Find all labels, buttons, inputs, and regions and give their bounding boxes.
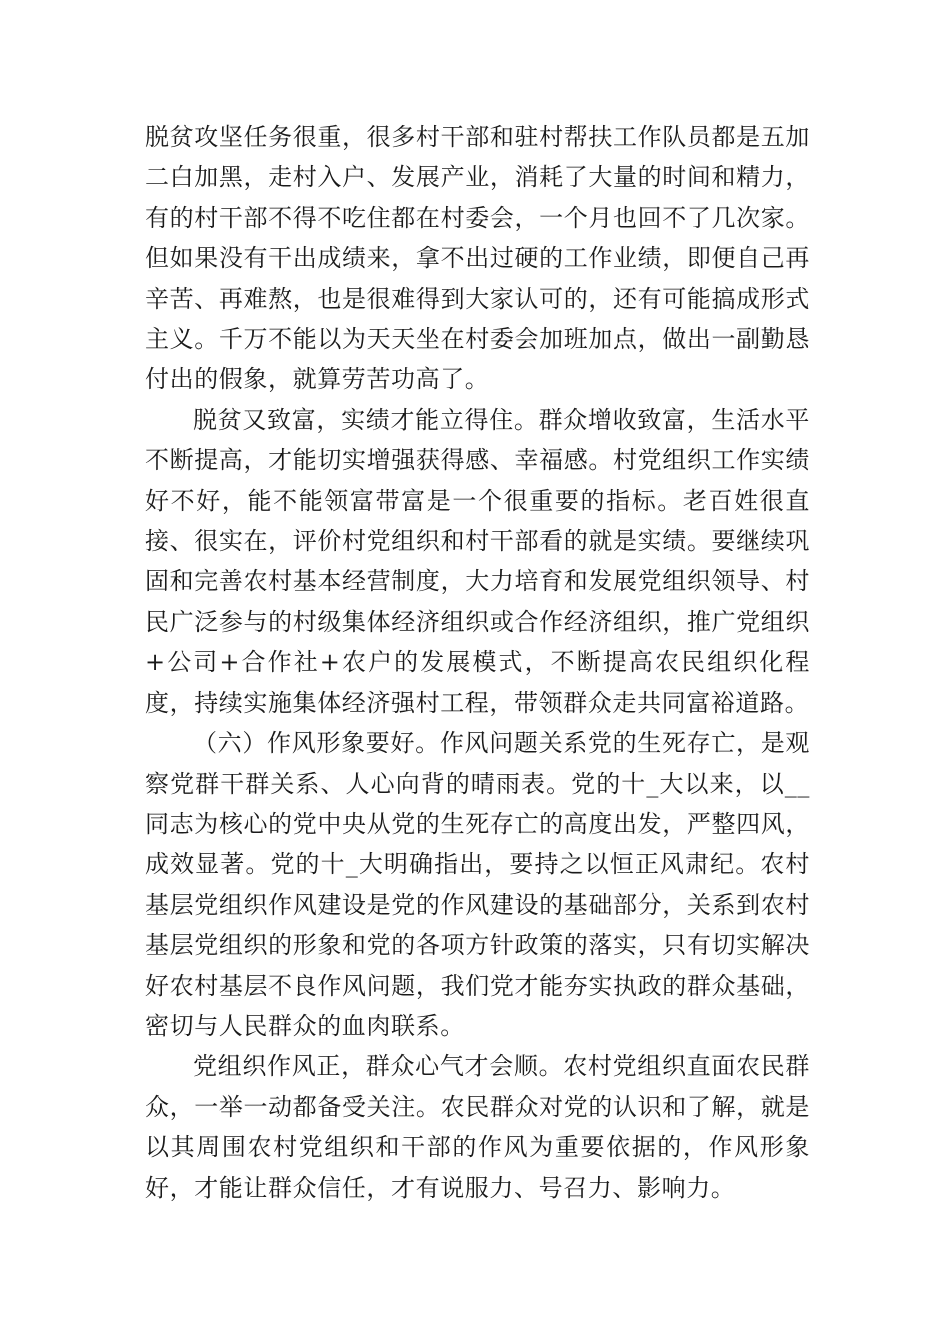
- paragraph-4: 党组织作风正，群众心气才会顺。农村党组织直面农民群众，一举一动都备受关注。农民群众对党的认识和了解，就是以其周围农村党组织和干部的作风为重要依据的，作风形象好，才能让群众信任，才有说服力、号召力、影响力。: [145, 1052, 810, 1202]
- document-body: [145, 117, 810, 1208]
- paragraph-1: 脱贫攻坚任务很重，很多村干部和驻村帮扶工作队员都是五加二白加黑，走村入户、发展产业，消耗了大量的时间和精力，有的村干部不得不吃住都在村委会，一个月也回不了几次家。但如果没有干出成绩来，拿不出过硬的工作业绩，即便自己再辛苦、再难熬，也是很难得到大家认可的，还有可能搞成形式主义。千万不能以为天天坐在村委会加班加点，做出一副勤恳付出的假象，就算劳苦功高了。: [145, 123, 810, 394]
- paragraph-2: 脱贫又致富，实绩才能立得住。群众增收致富，生活水平不断提高，才能切实增强获得感、幸福感。村党组织工作实绩好不好，能不能领富带富是一个很重要的指标。老百姓很直接、很实在，评价村党组织和村干部看的就是实绩。要继续巩固和完善农村基本经营制度，大力培育和发展党组织领导、村民广泛参与的村级集体经济组织或合作经济组织，推广党组织+公司+合作社+农户的发展模式，不断提高农民组织化程度，持续实施集体经济强村工程，带领群众走共同富裕道路。: [145, 405, 810, 717]
- paragraph-3: （六）作风形象要好。作风问题关系党的生死存亡，是观察党群干群关系、人心向背的晴雨表。党的十_大以来，以__同志为核心的党中央从党的生死存亡的高度出发，严整四风，成效显著。党的十_大明确指出，要持之以恒正风肃纪。农村基层党组织作风建设是党的作风建设的基础部分，关系到农村基层党组织的形象和党的各项方针政策的落实，只有切实解决好农村基层不良作风问题，我们党才能夯实执政的群众基础，密切与人民群众的血肉联系。: [145, 729, 810, 1040]
